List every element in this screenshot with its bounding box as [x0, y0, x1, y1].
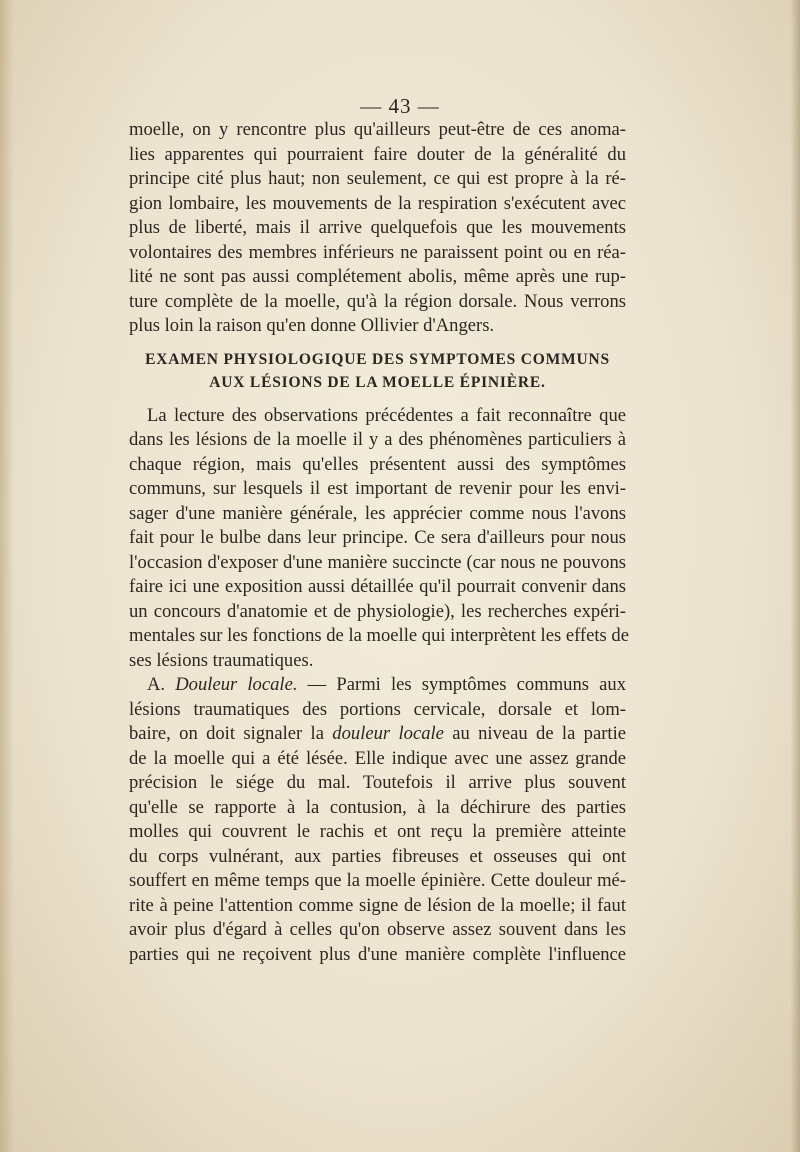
text-line: lésions traumatiques des portions cervicale, dorsale et lom- — [129, 698, 626, 720]
paragraph-2 — [129, 404, 629, 674]
text-line: un concours d'anatomie et de physiologie), les recherches expéri- — [129, 600, 626, 622]
heading-line: EXAMEN PHYSIOLOGIQUE DES SYMPTOMES COMMUNS — [145, 350, 610, 368]
text-line: chaque région, mais qu'elles présentent aussi des symptômes — [129, 453, 626, 475]
text-body — [129, 118, 629, 967]
heading-line: AUX LÉSIONS DE LA MOELLE ÉPINIÈRE. — [209, 373, 546, 391]
text-line: La lecture des observations précédentes a fait reconnaître que — [147, 404, 626, 426]
text-line: l'occasion d'exposer d'une manière succincte (car nous ne pouvons — [129, 551, 626, 573]
text-line: principe cité plus haut; non seulement, ce qui est propre à la ré- — [129, 168, 626, 189]
text-line: parties qui ne reçoivent plus d'une manière complète l'influence — [129, 943, 626, 965]
text-line: lies apparentes qui pourraient faire douter de la généralité du — [129, 143, 626, 165]
text-line: ses lésions traumatiques. — [129, 649, 314, 671]
text-line: gion lombaire, les mouvements de la respiration s'exécutent avec — [129, 192, 626, 214]
text-line: mentales sur les fonctions de la moelle qui interprètent les effets de — [129, 625, 629, 646]
page-left-edge — [0, 0, 14, 1152]
text-fragment: au niveau de la partie — [443, 723, 626, 744]
text-line: avoir plus d'égard à celles qu'on observe assez souvent dans les — [129, 919, 626, 940]
page-right-edge — [790, 0, 800, 1152]
emphasis-term: douleur locale — [332, 723, 444, 744]
text-line — [129, 673, 626, 698]
text-line: lité ne sont pas aussi complétement abolis, même après une rup- — [129, 266, 626, 287]
text-line: volontaires des membres inférieurs ne paraissent point ou en réa- — [129, 241, 626, 263]
text-line: qu'elle se rapporte à la contusion, à la déchirure des parties — [129, 796, 626, 818]
text-line: moelle, on y rencontre plus qu'ailleurs peut-être de ces anoma- — [129, 119, 626, 140]
text-line: souffert en même temps que la moelle épinière. Cette douleur mé- — [129, 870, 626, 891]
section-heading — [129, 348, 626, 394]
text-fragment: — Parmi les symptômes communs aux — [297, 674, 627, 695]
text-line: précision le siége du mal. Toutefois il arrive plus souvent — [129, 772, 626, 793]
page-number: — 43 — — [360, 94, 440, 118]
paragraph-3 — [129, 673, 626, 967]
text-line: de la moelle qui a été lésée. Elle indique avec une assez grande — [129, 747, 626, 769]
text-line: dans les lésions de la moelle il y a des phénomènes particuliers à — [129, 429, 626, 450]
paragraph-1 — [129, 118, 626, 339]
text-line: sager d'une manière générale, les apprécier comme nous l'avons — [129, 502, 626, 524]
text-line: fait pour le bulbe dans leur principe. Ce sera d'ailleurs pour nous — [129, 527, 626, 548]
text-line: molles qui couvrent le rachis et ont reçu la première atteinte — [129, 821, 626, 842]
text-line: du corps vulnérant, aux parties fibreuses et osseuses qui ont — [129, 845, 626, 867]
subsection-title: Douleur locale. — [175, 674, 298, 695]
text-fragment: baire, on doit signaler la — [129, 723, 333, 744]
text-line: ture complète de la moelle, qu'à la région dorsale. Nous verrons — [129, 290, 626, 312]
section-letter: A. — [147, 674, 176, 695]
text-line: rite à peine l'attention comme signe de lésion de la moelle; il faut — [129, 894, 626, 916]
text-line: plus de liberté, mais il arrive quelquefois que les mouvements — [129, 217, 626, 238]
text-line — [129, 722, 626, 747]
text-line: plus loin la raison qu'en donne Ollivier d'Angers. — [129, 315, 495, 336]
text-line: communs, sur lesquels il est important de revenir pour les envi- — [129, 478, 626, 499]
text-line: faire ici une exposition aussi détaillée qu'il pourrait convenir dans — [129, 576, 626, 597]
